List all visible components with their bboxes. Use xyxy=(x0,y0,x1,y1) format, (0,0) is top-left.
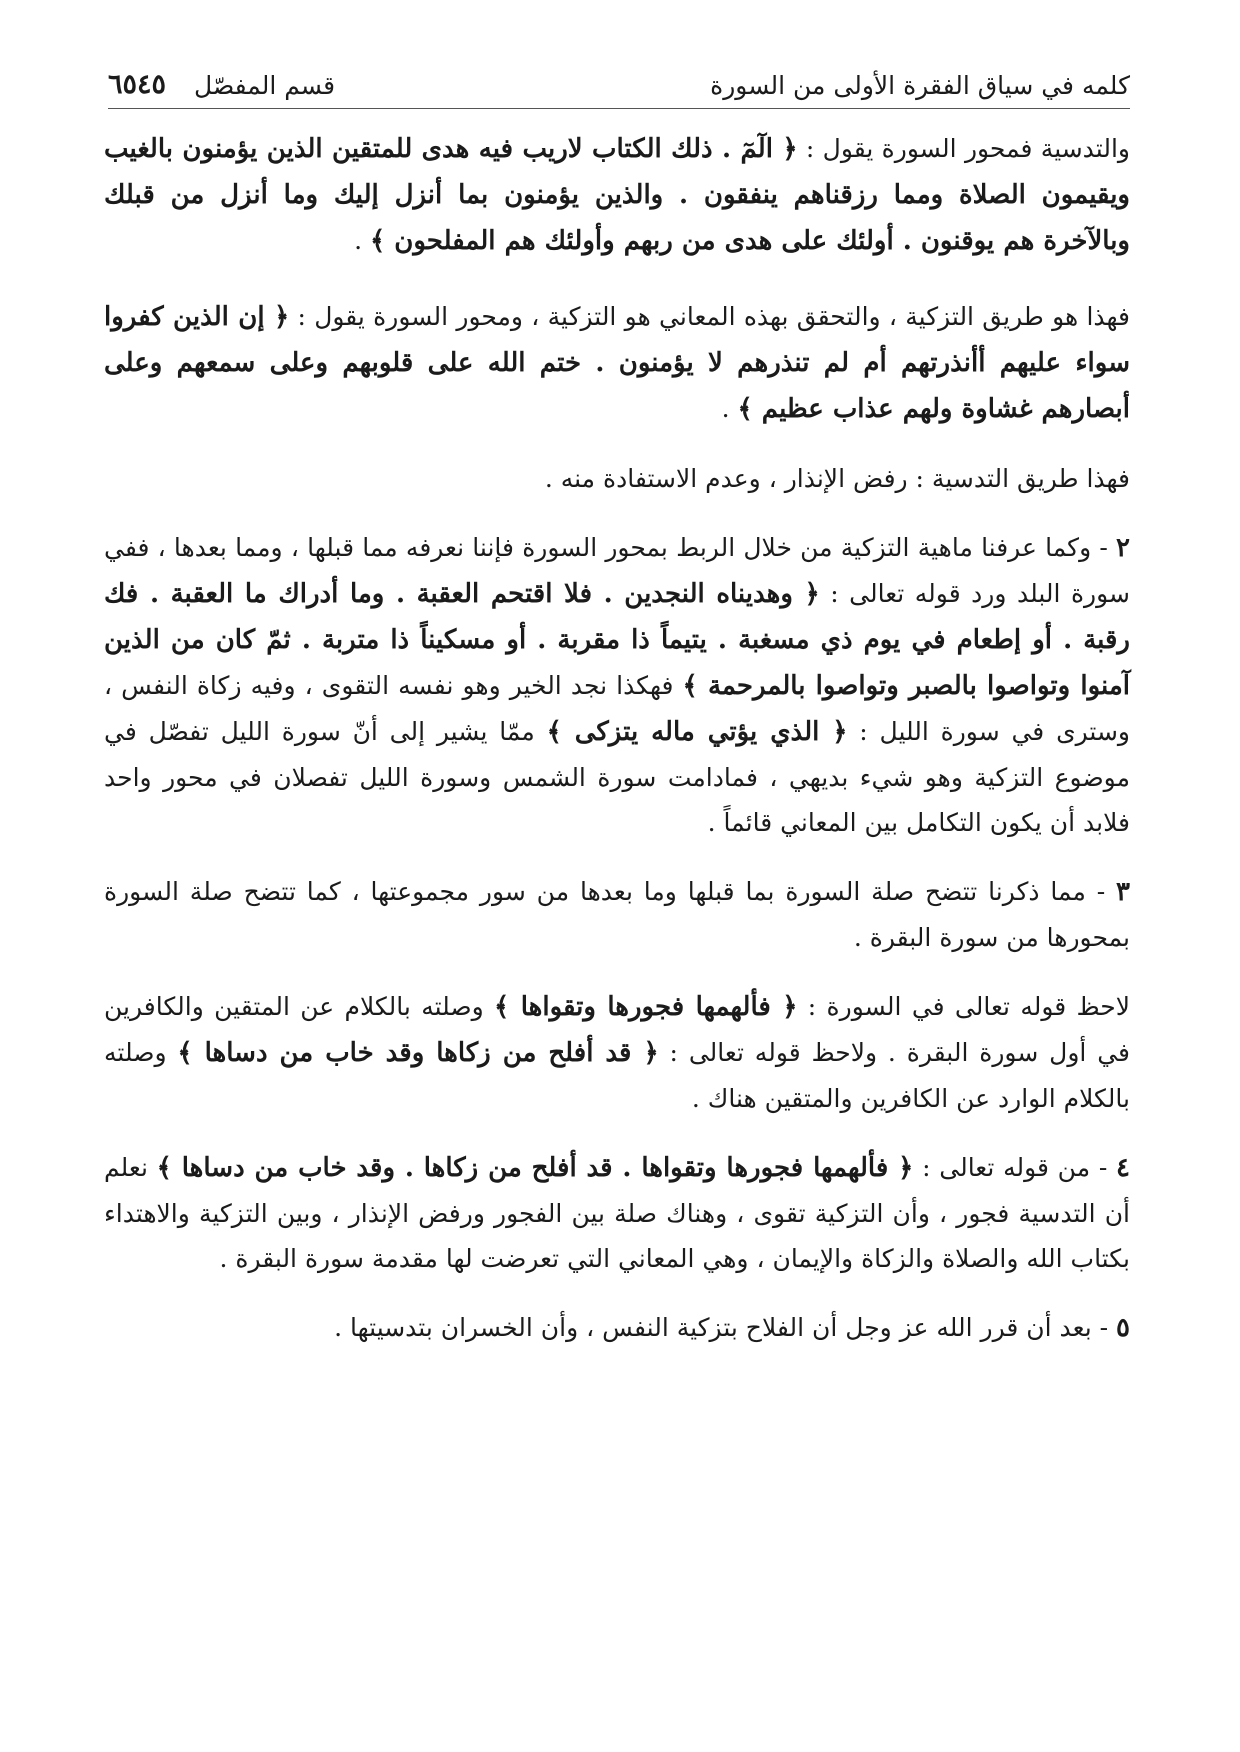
quran-quote: ٢ xyxy=(1116,533,1130,563)
quran-quote: ﴿ وهديناه النجدين . فلا اقتحم العقبة . وما أدراك ما العقبة . فك رقبة . أو إطعام في يوم ذي مسغبة . يتيماً ذا مقربة . أو مسكيناً ذا متربة . ثمّ كان من الذين آمنوا وتواصوا بالصبر وتواصوا بالمرحمة ﴾ xyxy=(104,579,1130,701)
paragraph xyxy=(104,525,1130,845)
paragraph xyxy=(104,1305,1130,1351)
paragraph xyxy=(104,984,1130,1121)
page-header xyxy=(108,58,1130,102)
quran-quote: ٣ xyxy=(1116,877,1130,907)
page-number: ٦٥٤٥ xyxy=(108,68,167,100)
paragraph xyxy=(104,869,1130,960)
body-text: . xyxy=(354,226,370,255)
body-text: - وكما عرفنا ماهية التزكية من خلال الربط بمحور السورة فإننا نعرفه مما قبلها ، ومما بعدها ، ففي سورة البلد ورد قوله تعالى : xyxy=(104,533,1130,608)
paragraph xyxy=(104,126,1130,264)
body-text: فهذا طريق التدسية : رفض الإنذار ، وعدم الاستفادة منه . xyxy=(544,464,1130,493)
quran-quote: ﴿ إن الذين كفروا سواء عليهم أأنذرتهم أم لم تنذرهم لا يؤمنون . ختم الله على قلوبهم وعلى سمعهم وعلى أبصارهم غشاوة ولهم عذاب عظيم ﴾ xyxy=(104,302,1130,424)
paragraph xyxy=(104,1145,1130,1281)
header-rule xyxy=(108,108,1130,109)
paragraph xyxy=(104,294,1130,432)
body-text: - من قوله تعالى : xyxy=(913,1153,1117,1182)
body-text: . xyxy=(721,394,738,423)
running-title: كلمه في سياق الفقرة الأولى من السورة xyxy=(710,70,1130,100)
quran-quote: ٤ xyxy=(1116,1153,1130,1183)
body-text: نعلم أن التدسية فجور ، وأن التزكية تقوى ، وهناك صلة بين الفجور ورفض الإنذار ، وبين التزكية والاهتداء بكتاب الله والصلاة والزكاة والإيمان ، وهي المعاني التي تعرضت لها مقدمة سورة البقرة . xyxy=(104,1153,1130,1273)
body-text: لاحظ قوله تعالى في السورة : xyxy=(797,992,1130,1021)
body-text: وصلته بالكلام عن المتقين والكافرين في أول سورة البقرة . ولاحظ قوله تعالى : xyxy=(104,992,1130,1067)
quran-quote: ﴿ الٓمٓ . ذلك الكتاب لاريب فيه هدى للمتقين الذين يؤمنون بالغيب ويقيمون الصلاة ومما رزقناهم ينفقون . والذين يؤمنون بما أنزل إليك وما أنزل من قبلك وبالآخرة هم يوقنون . أولئك على هدى من ربهم وأولئك هم المفلحون ﴾ xyxy=(104,134,1130,256)
paragraph xyxy=(104,456,1130,501)
body-text: - مما ذكرنا تتضح صلة السورة بما قبلها وما بعدها من سور مجموعتها ، كما تتضح صلة السورة بمحورها من سورة البقرة . xyxy=(104,877,1130,952)
body-text: وصلته بالكلام الوارد عن الكافرين والمتقين هناك . xyxy=(104,1038,1130,1113)
quran-quote: ﴿ الذي يؤتي ماله يتزكى ﴾ xyxy=(546,717,848,747)
body-text: ممّا يشير إلى أنّ سورة الليل تفصّل في موضوع التزكية وهو شيء بديهي ، فمادامت سورة الشمس وسورة الليل تفصلان في محور واحد فلابد أن يكون التكامل بين المعاني قائماً . xyxy=(104,717,1130,837)
body-text: والتدسية فمحور السورة يقول : xyxy=(797,134,1130,163)
body-text: فهذا هو طريق التزكية ، والتحقق بهذه المعاني هو التزكية ، ومحور السورة يقول : xyxy=(289,302,1130,331)
body-text: فهكذا نجد الخير وهو نفسه التقوى ، وفيه زكاة النفس ، وسترى في سورة الليل : xyxy=(104,671,1130,746)
quran-quote: ٥ xyxy=(1116,1313,1130,1343)
quran-quote: ﴿ قد أفلح من زكاها وقد خاب من دساها ﴾ xyxy=(177,1038,659,1068)
body-text: - بعد أن قرر الله عز وجل أن الفلاح بتزكية النفس ، وأن الخسران بتدسيتها . xyxy=(334,1313,1117,1342)
page-body xyxy=(104,126,1130,1692)
quran-quote: ﴿ فألهمها فجورها وتقواها ﴾ xyxy=(494,992,798,1022)
quran-quote: ﴿ فألهمها فجورها وتقواها . قد أفلح من زكاها . وقد خاب من دساها ﴾ xyxy=(156,1153,914,1183)
section-name: قسم المفصّل xyxy=(194,70,336,100)
